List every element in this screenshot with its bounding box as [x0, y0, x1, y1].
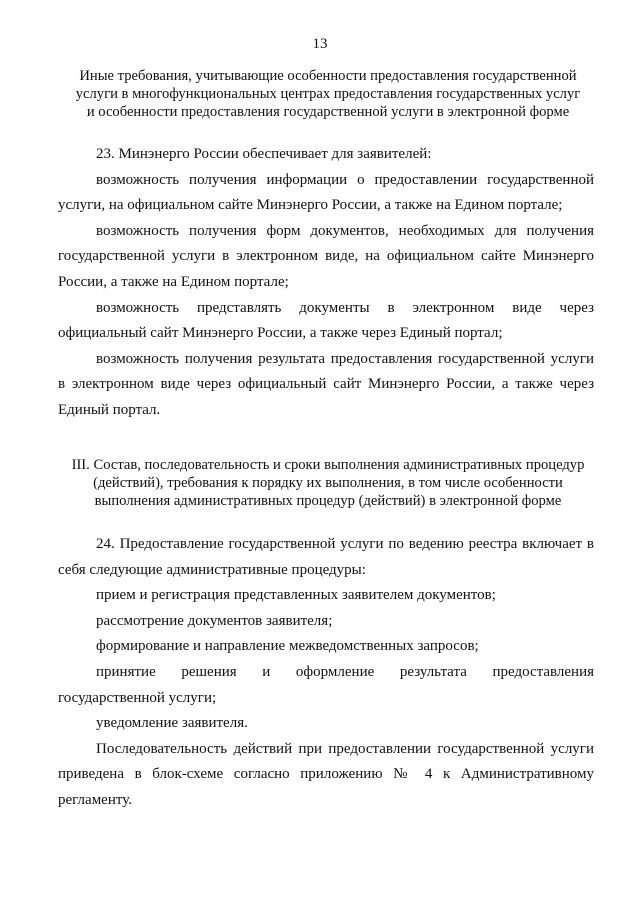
paragraph-line: возможность получения форм документов, необходимых для получения — [96, 222, 594, 239]
paragraphs-administrative-procedures — [58, 532, 594, 814]
heading-line: услуги в многофункциональных центрах предоставления государственных услуг — [75, 86, 581, 102]
heading-line: и особенности предоставления государственной услуги в электронной форме — [86, 104, 570, 120]
paragraph-line: государственной услуги в электронном виде, на официальном сайте Минэнерго — [58, 248, 594, 265]
paragraphs-electronic-services — [58, 142, 594, 424]
paragraph-line: России, а также на Едином портале; — [58, 273, 289, 290]
paragraph-24-line: 24. Предоставление государственной услуги по ведению реестра включает в — [96, 536, 594, 552]
section-heading-iii — [60, 456, 596, 510]
paragraph-line: возможность получения информации о предоставлении государственной — [96, 171, 594, 188]
paragraph-line: Последовательность действий при предоставлении государственной услуги — [96, 740, 594, 757]
page-number: 13 — [312, 36, 328, 52]
heading-line: (действий), требования к порядку их выполнения, в том числе особенности — [93, 475, 563, 491]
paragraph-23-line: 23. Минэнерго России обеспечивает для заявителей: — [96, 146, 432, 162]
procedure-item: рассмотрение документов заявителя; — [96, 612, 333, 629]
heading-line: Иные требования, учитывающие особенности предоставления государственной — [79, 68, 577, 84]
heading-line: выполнения административных процедур (действий) в электронной форме — [94, 493, 562, 509]
paragraph-line: официальный сайт Минэнерго России, а также через Единый портал; — [58, 325, 503, 342]
procedure-item: прием и регистрация представленных заявителем документов; — [96, 587, 496, 604]
procedure-item: уведомление заявителя. — [96, 715, 248, 732]
paragraph-line: в электронном виде через официальный сайт Минэнерго России, а также через — [58, 376, 594, 393]
section-heading-other-requirements — [60, 67, 596, 121]
paragraph-line: возможность получения результата предоставления государственной услуги — [96, 350, 594, 367]
paragraph-line: услуги, на официальном сайте Минэнерго России, а также на Едином портале; — [58, 197, 563, 214]
paragraph-line: приведена в блок-схеме согласно приложению № 4 к Административному — [58, 766, 594, 783]
paragraph-line: Единый портал. — [58, 401, 161, 418]
procedure-item: формирование и направление межведомственных запросов; — [96, 638, 479, 655]
heading-line: III. Состав, последовательность и сроки выполнения административных процедур — [71, 457, 585, 473]
procedure-item: государственной услуги; — [58, 689, 217, 706]
procedure-item: принятие решения и оформление результата предоставления — [96, 663, 594, 680]
paragraph-line: себя следующие административные процедуры: — [58, 561, 366, 578]
paragraph-line: регламенту. — [58, 791, 132, 808]
paragraph-line: возможность представлять документы в электронном виде через — [96, 299, 594, 316]
